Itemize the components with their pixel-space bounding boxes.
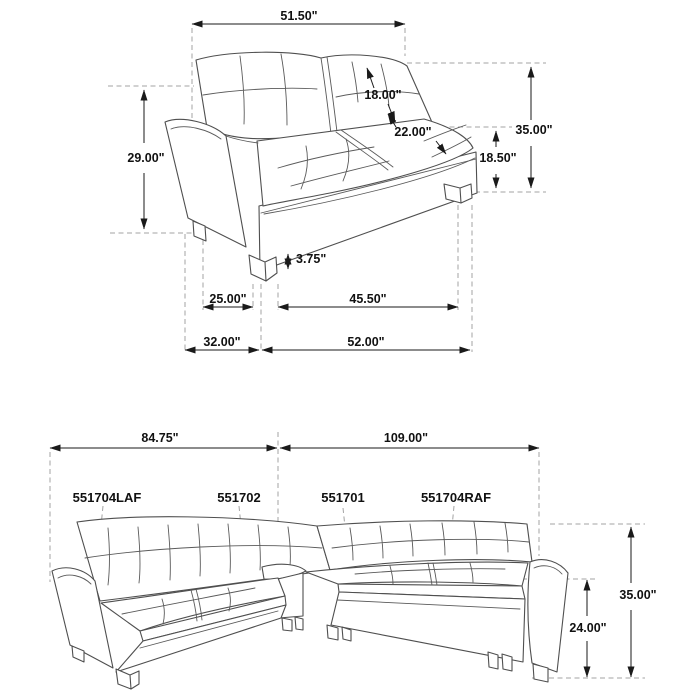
dim-seat-width xyxy=(278,292,458,307)
dim-inside-width xyxy=(203,292,253,307)
loveseat-sketch xyxy=(165,52,477,281)
part-labels xyxy=(73,490,491,505)
dim-seat-height xyxy=(479,131,516,188)
dim-label: 35.00" xyxy=(515,123,553,137)
dim-label: 45.50" xyxy=(349,292,387,306)
dim-label: 18.50" xyxy=(479,151,517,165)
right-base xyxy=(331,592,525,662)
dim-label: 24.00" xyxy=(569,621,607,635)
dim-length xyxy=(262,335,470,350)
dim-label: 18.00" xyxy=(364,88,402,102)
dim-label: 51.50" xyxy=(280,9,318,23)
sectional-sketch xyxy=(52,517,568,689)
dim-depth xyxy=(185,335,259,350)
part-label-laf: 551704LAF xyxy=(72,490,142,505)
dim-label: 3.75" xyxy=(296,252,327,266)
dim-label: 35.00" xyxy=(619,588,657,602)
dim-width-top xyxy=(192,9,405,24)
dim-back-height xyxy=(127,90,164,229)
part-label-armless-right: 551701 xyxy=(321,490,365,505)
dim-arm-height xyxy=(569,580,606,677)
dim-sectional-height xyxy=(619,527,656,677)
dim-label: 25.00" xyxy=(209,292,247,306)
dim-label: 52.00" xyxy=(347,335,385,349)
dim-label: 29.00" xyxy=(127,151,165,165)
dim-overall-height xyxy=(515,67,552,188)
dim-label: 109.00" xyxy=(383,431,429,445)
dim-label: 32.00" xyxy=(203,335,241,349)
dim-left-length xyxy=(50,431,277,448)
dim-label: 22.00" xyxy=(394,125,432,139)
dim-right-length xyxy=(280,431,539,448)
part-label-raf: 551704RAF xyxy=(420,490,492,505)
dim-label: 84.75" xyxy=(141,431,179,445)
right-arm-outline xyxy=(528,560,568,672)
part-label-armless-left: 551702 xyxy=(217,490,261,505)
